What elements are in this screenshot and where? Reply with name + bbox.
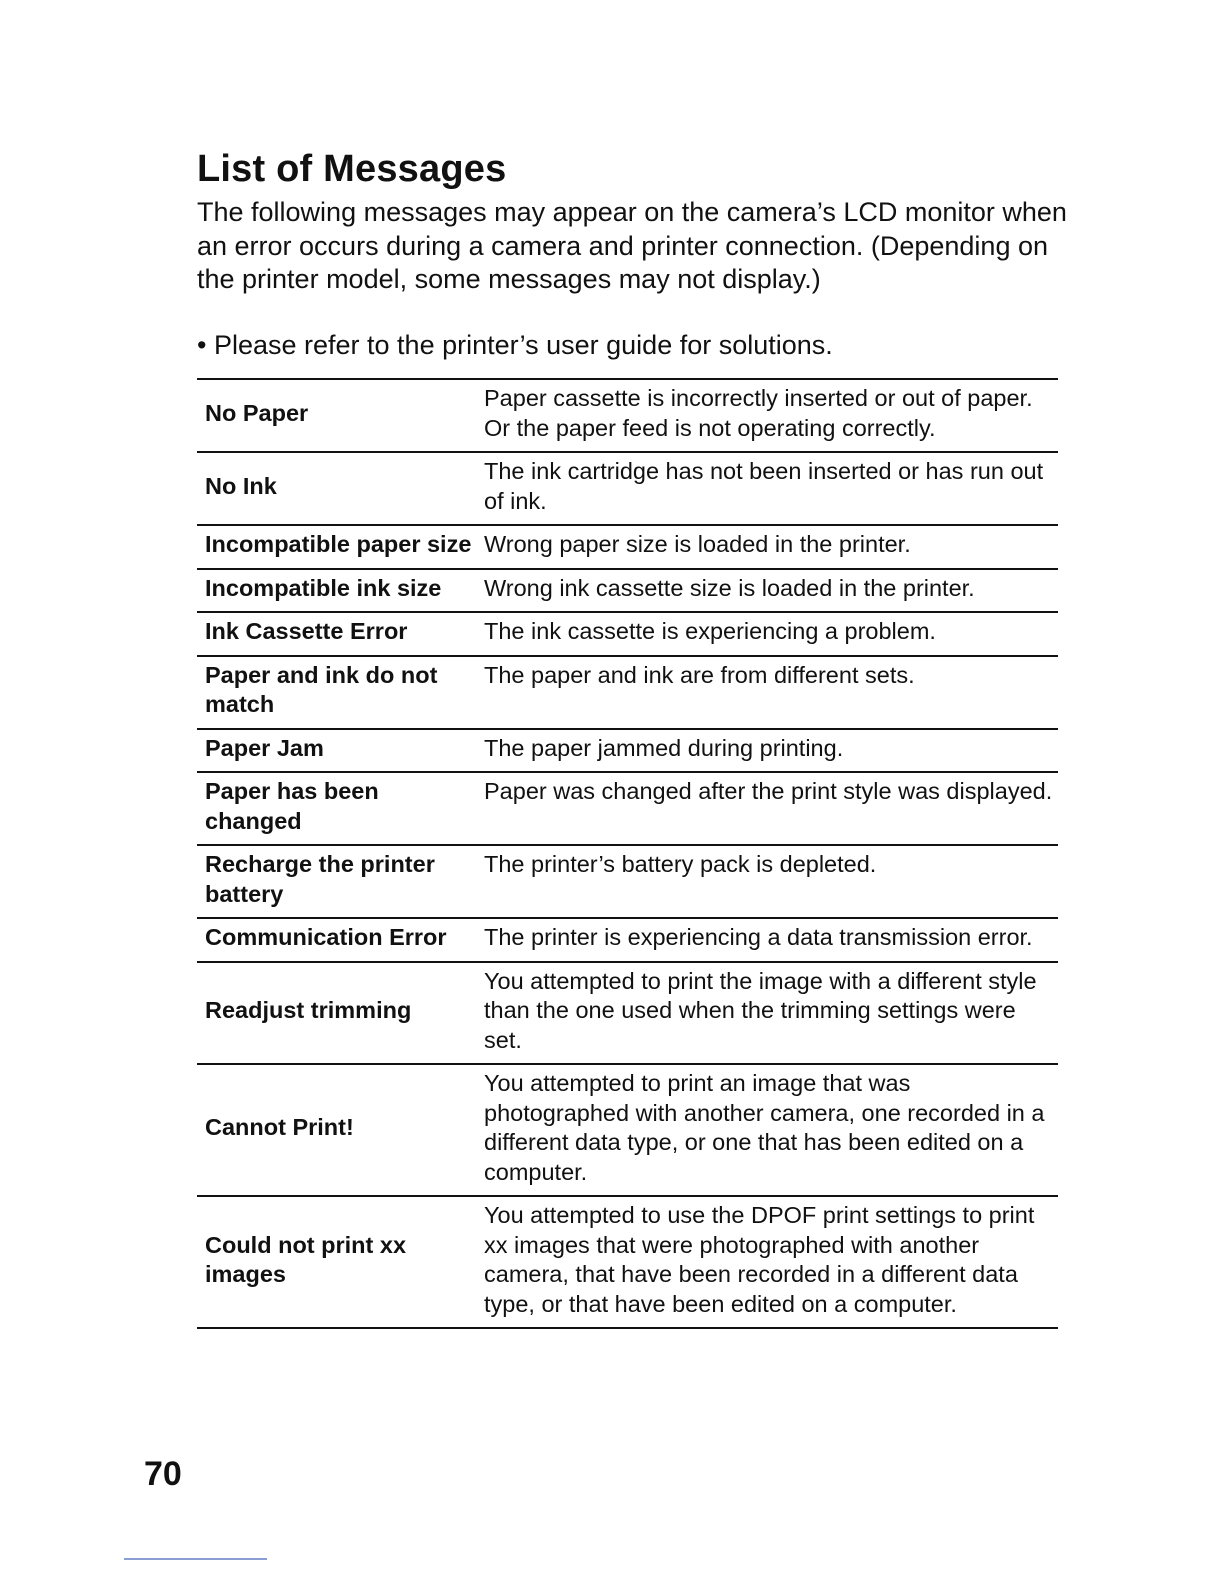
message-name: Incompatible ink size — [205, 574, 442, 601]
messages-table — [197, 378, 1058, 1329]
message-name: No Paper — [205, 399, 309, 426]
intro-paragraph: The following messages may appear on the camera’s LCD monitor when an error occurs during a camera and printer connection. (Depending on the printer model, some messages may not display.) — [197, 197, 1067, 294]
table-row — [197, 569, 1058, 613]
page-title: List of Messages — [197, 148, 507, 190]
footer-divider — [124, 1558, 267, 1560]
message-description: Wrong ink cassette size is loaded in the printer. — [484, 574, 975, 601]
page-number: 70 — [144, 1455, 182, 1493]
table-row — [197, 918, 1058, 962]
message-name: Readjust trimming — [205, 997, 412, 1023]
message-name: Incompatible paper size — [205, 531, 472, 557]
table-row — [197, 452, 1058, 525]
message-name: No Ink — [205, 472, 277, 499]
table-row — [197, 612, 1058, 656]
message-description: You attempted to use the DPOF print settings to print xx images that were photographed with another camera, that have been recorded in a different data type, or that have been edited on a computer. — [484, 1202, 1035, 1317]
note-bullet: • Please refer to the printer’s user guide for solutions. — [197, 330, 833, 360]
message-name: Paper has been changed — [205, 778, 379, 834]
table-row — [197, 729, 1058, 773]
message-description: You attempted to print an image that was photographed with another camera, one recorded in a different data type, or one that has been edited on a computer. — [484, 1070, 1045, 1185]
table-row — [197, 1196, 1058, 1328]
message-name: Paper and ink do not match — [205, 661, 438, 717]
message-description: The ink cartridge has not been inserted or has run out of ink. — [484, 458, 1044, 514]
message-description: Wrong paper size is loaded in the printer. — [484, 531, 911, 557]
table-row — [197, 525, 1058, 569]
message-description: The printer is experiencing a data transmission error. — [484, 924, 1033, 950]
table-row — [197, 1064, 1058, 1196]
table-row — [197, 962, 1058, 1065]
table-row — [197, 772, 1058, 845]
message-description: The ink cassette is experiencing a problem. — [484, 618, 936, 644]
table-row — [197, 656, 1058, 729]
message-description: Paper cassette is incorrectly inserted or out of paper. Or the paper feed is not operating correctly. — [484, 385, 1033, 441]
message-description: Paper was changed after the print style was displayed. — [484, 778, 1053, 804]
message-name: Recharge the printer battery — [205, 851, 435, 907]
message-name: Communication Error — [205, 924, 447, 950]
table-row — [197, 379, 1058, 452]
message-name: Cannot Print! — [205, 1114, 354, 1141]
message-name: Ink Cassette Error — [205, 618, 408, 644]
message-name: Paper Jam — [205, 734, 324, 761]
message-description: The paper and ink are from different sets. — [484, 661, 915, 688]
message-name: Could not print xx images — [205, 1231, 407, 1287]
message-description: You attempted to print the image with a different style than the one used when the trimming settings were set. — [484, 967, 1037, 1053]
message-description: The printer’s battery pack is depleted. — [484, 851, 877, 877]
table-row — [197, 845, 1058, 918]
message-description: The paper jammed during printing. — [484, 734, 844, 761]
